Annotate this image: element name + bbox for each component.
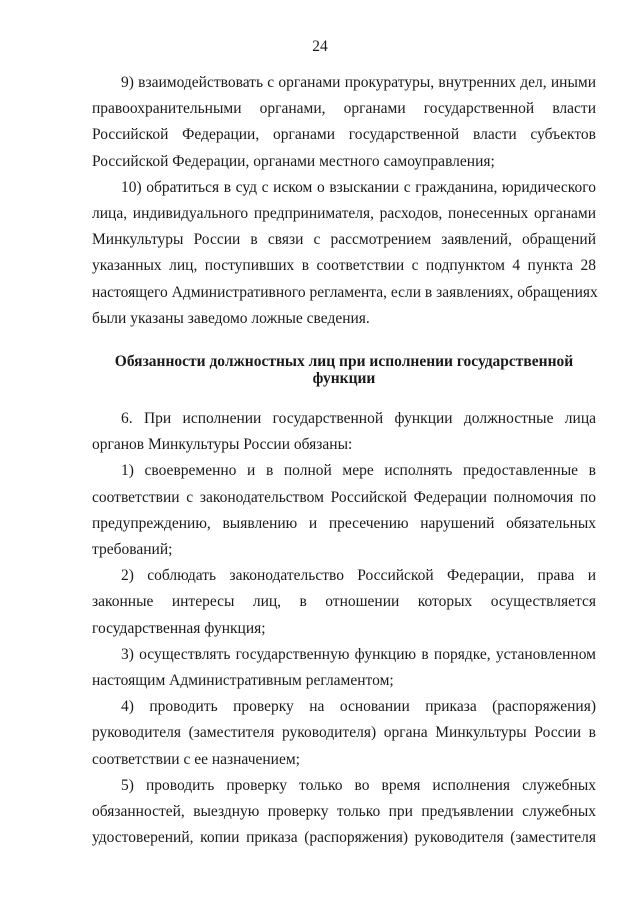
paragraph-line: 1) своевременно и в полной мере исполнять предоставленные в: [121, 462, 596, 480]
paragraph-line: 3) осуществлять государственную функцию в порядке, установленном: [121, 645, 596, 663]
paragraph: [92, 70, 596, 175]
paragraph-line: Минкультуры России в связи с рассмотрением заявлений, обращений: [92, 231, 596, 249]
paragraph-line: соответствии с законодательством Российской Федерации полномочия по: [92, 488, 596, 506]
paragraph-line: настоящего Административного регламента, если в заявлениях, обращениях: [92, 283, 598, 301]
paragraph-line: соответствии с ее назначением;: [92, 750, 300, 768]
paragraph-line: Российской Федерации, органами государственной власти субъектов: [92, 126, 596, 144]
paragraph: [92, 406, 596, 458]
paragraph-line: предупреждению, выявлению и пресечению нарушений обязательных: [92, 514, 596, 532]
paragraph-line: Российской Федерации, органами местного самоуправления;: [92, 152, 495, 170]
paragraph-line: были указаны заведомо ложные сведения.: [92, 309, 370, 327]
paragraph-line: 2) соблюдать законодательство Российской Федерации, права и: [121, 567, 596, 585]
paragraph: [92, 175, 596, 332]
paragraph-line: указанных лиц, поступивших в соответствии с подпунктом 4 пункта 28: [92, 257, 596, 275]
top-section: [92, 70, 596, 332]
section-heading-line-2: функции: [312, 370, 376, 388]
paragraph-line: 5) проводить проверку только во время исполнения служебных: [121, 776, 596, 794]
paragraph-line: удостоверений, копии приказа (распоряжения) руководителя (заместителя: [92, 829, 596, 847]
paragraph-line: 10) обратиться в суд с иском о взыскании с гражданина, юридического: [121, 178, 596, 196]
paragraph: [92, 563, 596, 642]
paragraph-line: государственная функция;: [92, 619, 266, 637]
paragraph: [92, 773, 596, 852]
paragraph-line: настоящим Административным регламентом;: [92, 672, 394, 690]
paragraph: [92, 642, 596, 694]
section-heading: [92, 353, 596, 387]
document-body: [92, 70, 596, 851]
paragraph-line: требований;: [92, 541, 173, 559]
paragraph-line: лица, индивидуального предпринимателя, расходов, понесенных органами: [92, 205, 596, 223]
paragraph-line: руководителя (заместителя руководителя) органа Минкультуры России в: [92, 724, 596, 742]
section-heading-line-1: Обязанности должностных лиц при исполнении государственной: [114, 353, 574, 371]
bottom-section: [92, 406, 596, 851]
paragraph-line: органов Минкультуры России обязаны:: [92, 436, 353, 454]
paragraph-line: 9) взаимодействовать с органами прокуратуры, внутренних дел, иными: [121, 74, 596, 91]
paragraph-line: правоохранительными органами, органами государственной власти: [92, 100, 596, 118]
paragraph: [92, 458, 596, 563]
page-number: 24: [312, 38, 328, 55]
paragraph-line: обязанностей, выездную проверку только при предъявлении служебных: [92, 803, 596, 821]
paragraph-line: 6. При исполнении государственной функции должностные лица: [121, 410, 596, 428]
paragraph-line: законные интересы лиц, в отношении которых осуществляется: [92, 593, 596, 611]
paragraph: [92, 694, 596, 773]
paragraph-line: 4) проводить проверку на основании приказа (распоряжения): [121, 698, 596, 716]
